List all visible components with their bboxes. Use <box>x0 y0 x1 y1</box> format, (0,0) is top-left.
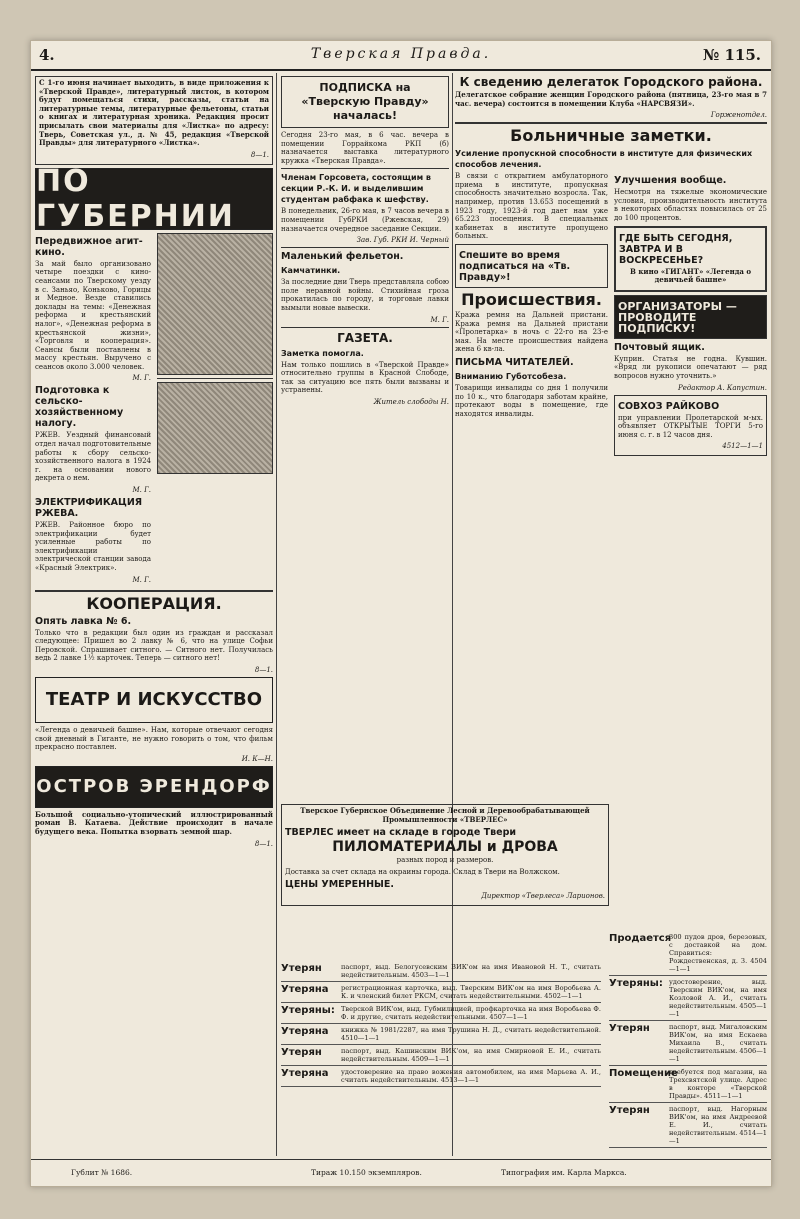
sovet-text: В понедельник, 26-го мая, в 7 часов вечера в помещении ГубРКИ (Ржевская, 29) назначается очередное заседание Секции. <box>281 207 449 233</box>
redaktor: Редактор А. Капустин. <box>677 383 767 392</box>
classified-ad <box>609 1066 767 1103</box>
nalog-text: РЖЕВ. Уездный финансовый отдел начал подготовительные работы к сбору сельско-хозяйственного налога в 1924 г. на основании нового декрета о нем. <box>35 431 151 483</box>
bolnich-subheading: Усиление пропускной способности в институте для физических способов лечения. <box>455 149 753 170</box>
classified-ad <box>281 961 601 982</box>
pisma-heading: ПИСЬМА ЧИТАТЕЛЕЙ. <box>455 356 574 368</box>
classified-ad <box>281 1024 601 1045</box>
sovet-heading: Членам Горсовета, состоящим в секции Р.-К. И. и выделившим студентам рабфака к шефству. <box>281 173 431 205</box>
litlistok-notice <box>35 76 273 165</box>
ad-text: книжка № 1981/2287, на имя Трушина Н. Д., считать недействительной. 4510—1—1 <box>341 1026 601 1042</box>
ad-text: паспорт, выд. Кашинским ВИК'ом, на имя Смирновой Е. И., считать недействительным. 4509—1—1 <box>341 1047 601 1063</box>
feleton-subheading: Камчатинки. <box>281 266 341 276</box>
tverles-text: Доставка за счет склада на окраины города. Склад в Твери на Волжском. <box>285 867 560 876</box>
sovhoz-heading: СОВХОЗ РАЙКОВО <box>618 400 720 412</box>
speshite-box <box>455 244 608 288</box>
banner-title: ПО ГУБЕРНИИ <box>36 163 235 234</box>
ad-text: паспорт, выд. Мигаловским ВИК'ом, на имя Ескаева Михаила В., считать недействительным. 4506—1—1 <box>669 1023 767 1063</box>
lavka-heading: Опять лавка № 6. <box>35 615 132 627</box>
bolnich-heading: Больничные заметки. <box>510 126 712 146</box>
pisma-subheading: Вниманию Губотсобеза. <box>455 371 567 381</box>
ad-text: удостоверение на право вожения автомобилем, на имя Марьева А. И., считать недействительным. 4513—1—1 <box>341 1068 601 1084</box>
teatr-banner <box>35 677 273 723</box>
page-header <box>31 41 771 71</box>
classified-ad <box>281 982 601 1003</box>
podpiska-box <box>281 76 449 128</box>
teatr-heading: ТЕАТР И ИСКУССТВО <box>45 688 263 710</box>
po-gubernii-banner <box>35 163 273 234</box>
classified-ad <box>281 1003 601 1024</box>
ad-text: 300 пудов дров, березовых, с доставкой на дом. Справиться: Рождественская, д. 3. 4504—1—1 <box>669 933 767 973</box>
teatr-signature: И. К—Н. <box>241 754 273 763</box>
gazeta-subheading: Заметка помогла. <box>281 348 364 358</box>
delegat-heading: К сведению делегаток Городского района. <box>459 75 763 89</box>
agit-kino-signature: М. Г. <box>132 374 151 383</box>
footer-tirazh: Тираж 10.150 экземпляров. <box>311 1168 422 1177</box>
organizatory-heading: ОРГАНИЗАТОРЫ — ПРОВОДИТЕ ПОДПИСКУ! <box>618 299 737 335</box>
ulucheniya-text: Несмотря на тяжелые экономические условия, производительность института в некоторых областях повысилась от 25 до 100 процентов. <box>614 188 767 222</box>
ad-keyword: Утеряны: <box>281 1005 335 1016</box>
pisma-text: Товарищи инвалиды со дня 1 получили по 10 к., что благодаря заботам крайне, протекают воды в помещение, где находятся инвалиды. <box>455 383 608 418</box>
classified-ads <box>281 961 601 1087</box>
ad-text: паспорт, выд. Нагорным ВИК'ом, на имя Андреевой Е. И., считать недействительным. 4514—1—1 <box>669 1105 767 1145</box>
feleton-signature: М. Г. <box>430 315 449 324</box>
gazeta-text: Нам только пошлись в «Тверской Правде» относительно группы в Красной Слободе, так за ситуацию все пять были вызваны и устранены. <box>281 360 449 395</box>
agit-kino-heading: Передвижное агит-кино. <box>35 235 143 258</box>
lavka-signature: 8—1. <box>254 665 273 674</box>
pochta-heading: Почтовый ящик. <box>614 341 705 353</box>
feleton-heading: Маленький фельетон. <box>281 251 404 263</box>
sovet-signature: Зав. Губ. РКИ И. Черный <box>356 236 449 245</box>
gigant-ad <box>614 226 767 292</box>
ulucheniya-heading: Улучшения вообще. <box>614 175 727 187</box>
speshite-text: Спешите во время подписаться на «Тв. Правду»! <box>459 249 571 283</box>
ad-keyword: Утеряны: <box>609 978 663 989</box>
classified-ad <box>609 931 767 976</box>
notice-signature: 8—1. <box>250 150 269 159</box>
nalog-signature: М. Г. <box>132 486 151 495</box>
classified-ads-right <box>609 931 767 1148</box>
page-footer <box>31 1159 771 1186</box>
podpiska-text: Сегодня 23-го мая, в 6 час. вечера в помещении Горрайкома РКП (б) назначается выставка литературного кружка «Тверская Правда». <box>281 131 449 165</box>
cooperation-heading: КООПЕРАЦИЯ. <box>86 593 222 613</box>
classified-ad <box>281 1066 601 1087</box>
ad-text: Тверской ВИК'ом, выд. Губмилицией, профкарточка на имя Воробьева Ф. Ф. и другие, считать недействительными. 4507—1—1 <box>341 1005 601 1021</box>
ad-keyword: Утеряна <box>281 984 329 995</box>
classified-ad <box>281 1045 601 1066</box>
tverles-signature: Директор «Тверлеса» Ларионов. <box>481 892 605 901</box>
tverles-line: ТВЕРЛЕС имеет на складе в городе Твери <box>285 827 517 839</box>
ad-keyword: Утерян <box>609 1023 650 1034</box>
ostrov-banner <box>35 766 273 808</box>
ad-text: требуется под магазин, на Трехсвятской улице. Адрес в конторе «Тверской Правды». 4511—1—1 <box>669 1068 767 1100</box>
bolnich-text: В связи с открытием амбулаторного приема в институте, пропускная способность значительно возросла. Так, например, против 13.653 посещений в 1923 году, 1923-й год дает нам уже 65.223 посещения. В специальных кабинетах в институте пропущено больных. <box>455 172 608 241</box>
electrification-text: РЖЕВ. Районное бюро по электрификации будет усиленные работы по электрификации электрической станции завода «Красный Электрик». <box>35 521 151 572</box>
delegat-signature: Горженотдел. <box>710 111 767 120</box>
ostrov-text: Большой социально-утопический иллюстрированный роман В. Катаева. Действие происходит в начале будущего века. Попытка взорвать земной шар. <box>35 809 273 836</box>
nalog-heading: Подготовка к сельско-хозяйственному налогу. <box>35 385 124 430</box>
sovhoz-text: при управлении Пролетарской м-ых. объявляет ОТКРЫТЫЕ ТОРГИ 5-го июня с. г. в 12 часов дня. <box>618 413 763 439</box>
classified-ad <box>609 976 767 1021</box>
sovhoz-ad <box>614 395 767 457</box>
footer-gublit: Гублит № 1686. <box>71 1168 133 1177</box>
ad-keyword: Утерян <box>281 1047 322 1058</box>
ad-text: удостоверение, выд. Тверским ВИК'ом, на имя Козловой А. И., считать недействительным. 4505—1—1 <box>669 978 767 1018</box>
teatr-text: «Легенда о девичьей башне». Нам, которые отвечают сегодня свой дневный в Гиганте, не нужно говорить о том, что фильм прекрасно поставлен. <box>35 725 273 752</box>
podpiska-heading: ПОДПИСКА на «Тверскую Правду» началась! <box>301 81 429 122</box>
column-1 <box>35 73 273 1156</box>
agit-kino-text: За май было организовано четыре поездки с кино-сеансами по Тверскому уезду в с. Заньяо, Коньково, Горицы и Медное. Везде ставились доклады на темы: «Денежная реформа и крестьянский налог», «Денежная реформа в крестьянской жизни», «Торговля и кооперация». Сеансы были поставлены в массу крестьян. Выручено с сеансов около 3.000 человек. <box>35 259 151 371</box>
classified-ad <box>609 1103 767 1148</box>
footer-typography: Типография им. Карла Маркса. <box>501 1168 627 1177</box>
issue-number: № 115. <box>702 46 761 64</box>
ad-keyword: Утерян <box>281 963 322 974</box>
tverles-price: ЦЕНЫ УМЕРЕННЫЕ. <box>285 879 394 891</box>
ad-keyword: Продается <box>609 933 672 944</box>
organizatory-box <box>614 295 767 339</box>
ad-text: регистрационная карточка, выд. Тверским ВИК'ом на имя Воробьева А. К. и членский билет РКСМ, считать недействительными. 4502—1—1 <box>341 984 601 1000</box>
delegat-text: Делегатское собрание женщин Городского района (пятница, 23-го мая в 7 час. вечера) состоится в помещении Клуба «НАРСВЯЗИ». <box>455 90 767 108</box>
electrification-heading: ЭЛЕКТРИФИКАЦИЯ РЖЕВА. <box>35 497 143 520</box>
feleton-text: За последние дни Тверь представляла собою поле неравной войны. Стихийная гроза прокатилась по городу, и торговые лавки вымыли новые вывески. <box>281 278 449 312</box>
newspaper-title: Тверская Правда. <box>310 46 492 62</box>
ad-keyword: Утерянa <box>281 1068 329 1079</box>
column-divider <box>276 73 277 1156</box>
ad-keyword: Утерян <box>609 1105 650 1116</box>
proisshestviya-heading: Происшествия. <box>461 289 602 309</box>
notice-text: С 1-го июня начинает выходить, в виде приложения к «Тверской Правде», литературный листок, в котором будут помещаться стихи, рассказы, статьи на литературные темы, литературные фельетоны, статьи о книгах и литературная хроника. Редакция просит присылать свои материалы для «Листка» по адресу: Тверь, Советская ул., д. № 45, редакция «Тверской Правды» для литературного «Листка». <box>39 78 269 148</box>
page-number: 4. <box>39 46 55 64</box>
classified-ad <box>609 1021 767 1066</box>
village-illustration <box>157 233 273 375</box>
electrification-signature: М. Г. <box>132 575 151 584</box>
ad-keyword: Помещение <box>609 1068 678 1079</box>
wolves-illustration <box>157 382 273 474</box>
gigant-text: В кино «ГИГАНТ» «Легенда о девичьей башне» <box>629 266 751 285</box>
sovhoz-signature: 4512—1—1 <box>722 442 763 451</box>
lavka-text: Только что в редакции был один из граждан и рассказал следующее: Пришел во 2 лавку № 6, что на улице Софьи Перовской. Спрашивает ситного. — Ситного нет. Получилась ведь 2 лавке 1½ карточек. Теперь — ситного нет! <box>35 628 273 663</box>
ad-text: паспорт, выд. Белогусевским ВИК'ом на имя Ивановой Н. Т., считать недействительным. 4503—1—1 <box>341 963 601 979</box>
newspaper-page <box>30 40 772 1187</box>
proisshestviya-text: Кража ремня на Дальней пристани. Кража ремня на Дальней пристани «Пролетарка» в ночь с 22-го на 23-е мая. На месте происшествия найдена жена 6 кв-ла. <box>455 310 608 354</box>
pochta-text: Куприн. Статья не годна. Кувшин. «Вряд ли рукописи опечатают — ряд вопросов нужно уточнить.» <box>614 354 767 380</box>
gazeta-heading: ГАЗЕТА. <box>337 330 393 345</box>
tverles-product: ПИЛОМАТЕРИАЛЫ и ДРОВА <box>332 839 558 856</box>
tverles-org: Тверское Губернское Объединение Лесной и Деревообрабатывающей Промышленности «ТВЕРЛЕС» <box>300 806 590 824</box>
tverles-ad <box>281 804 609 906</box>
tverles-sub: разных пород и размеров. <box>396 856 494 865</box>
ostrov-heading: ОСТРОВ ЭРЕНДОРФ <box>36 776 272 798</box>
ad-keyword: Утеряна <box>281 1026 329 1037</box>
gazeta-signature: Житель слободы Н. <box>373 397 449 406</box>
ostrov-signature: 8—1. <box>254 839 273 848</box>
gigant-heading: ГДЕ БЫТЬ СЕГОДНЯ, ЗАВТРА И В ВОСКРЕСЕНЬЕ? <box>619 232 733 266</box>
